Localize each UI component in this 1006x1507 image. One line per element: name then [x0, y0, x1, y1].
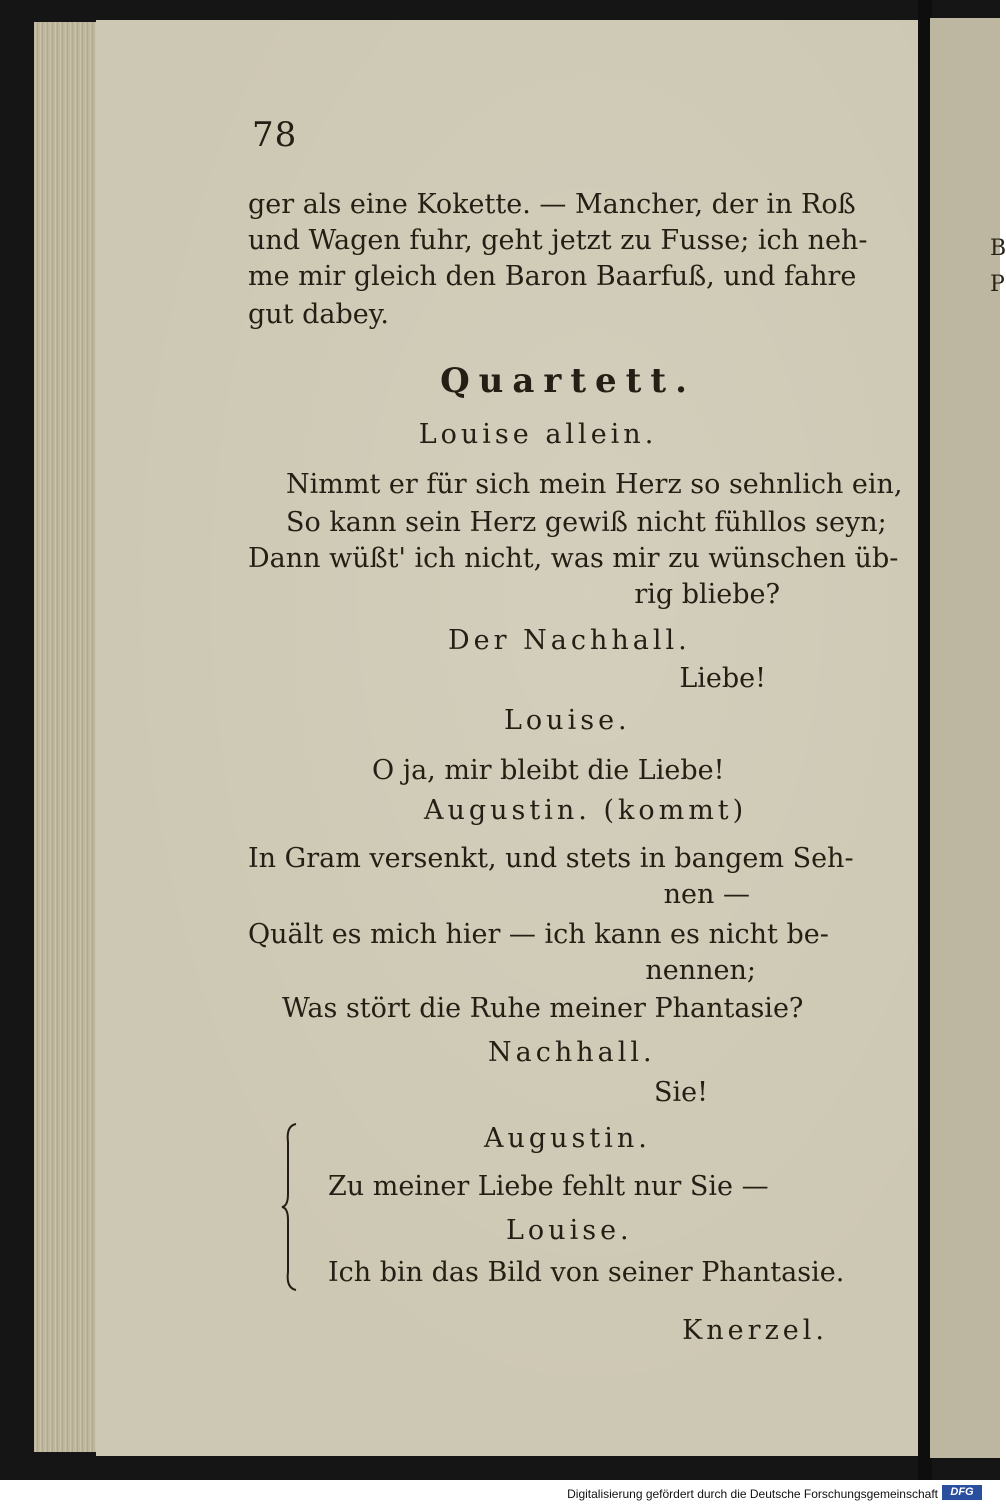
verse-line: In Gram versenkt, und stets in bangem Seh- — [248, 843, 854, 874]
verse-line: Ich bin das Bild von seiner Phantasie. — [328, 1257, 845, 1288]
prose-line: ger als eine Kokette. — Mancher, der in Roß — [248, 189, 856, 220]
speaker-label: Der Nachhall. — [448, 625, 691, 656]
verse-line: Was stört die Ruhe meiner Phantasie? — [282, 993, 804, 1024]
verse-line: Sie! — [654, 1077, 708, 1108]
dfg-logo-icon: DFG — [942, 1485, 982, 1500]
verse-continuation: nen — — [663, 879, 750, 910]
speaker-label: Louise. — [504, 705, 631, 736]
duet-brace — [282, 1122, 298, 1292]
next-page-fragment: P — [990, 272, 1005, 297]
verse-line: Zu meiner Liebe fehlt nur Sie — — [328, 1171, 769, 1202]
verse-line: Dann wüßt' ich nicht, was mir zu wünschen üb- — [248, 543, 899, 574]
verse-line: O ja, mir bleibt die Liebe! — [372, 755, 725, 786]
prose-line: und Wagen fuhr, geht jetzt zu Fusse; ich neh- — [248, 225, 868, 256]
verse-continuation: nennen; — [645, 955, 756, 986]
section-heading: Quartett. — [440, 361, 696, 401]
verse-line: Nimmt er für sich mein Herz so sehnlich ein, — [286, 469, 903, 500]
verse-line: Liebe! — [679, 663, 766, 694]
speaker-label: Augustin. (kommt) — [424, 795, 748, 826]
catchword: Knerzel. — [682, 1315, 828, 1346]
prose-line: gut dabey. — [248, 299, 389, 330]
speaker-label: Louise allein. — [418, 419, 658, 450]
verse-line: Quält es mich hier — ich kann es nicht be- — [248, 919, 829, 950]
next-page-edge — [930, 18, 1000, 1458]
speaker-label: Nachhall. — [488, 1037, 656, 1068]
funding-note: Digitalisierung gefördert durch die Deutsche Forschungsgemeinschaft — [567, 1487, 938, 1501]
footer-bar — [0, 1480, 1000, 1507]
page-number: 78 — [252, 115, 298, 155]
next-page-fragment: B — [990, 236, 1006, 261]
verse-continuation: rig bliebe? — [634, 579, 780, 610]
verse-line: So kann sein Herz gewiß nicht fühllos seyn; — [286, 507, 887, 538]
prose-line: me mir gleich den Baron Baarfuß, und fahre — [248, 261, 857, 292]
page-edges — [34, 22, 100, 1452]
speaker-label: Augustin. — [484, 1123, 651, 1154]
speaker-label: Louise. — [506, 1215, 633, 1246]
